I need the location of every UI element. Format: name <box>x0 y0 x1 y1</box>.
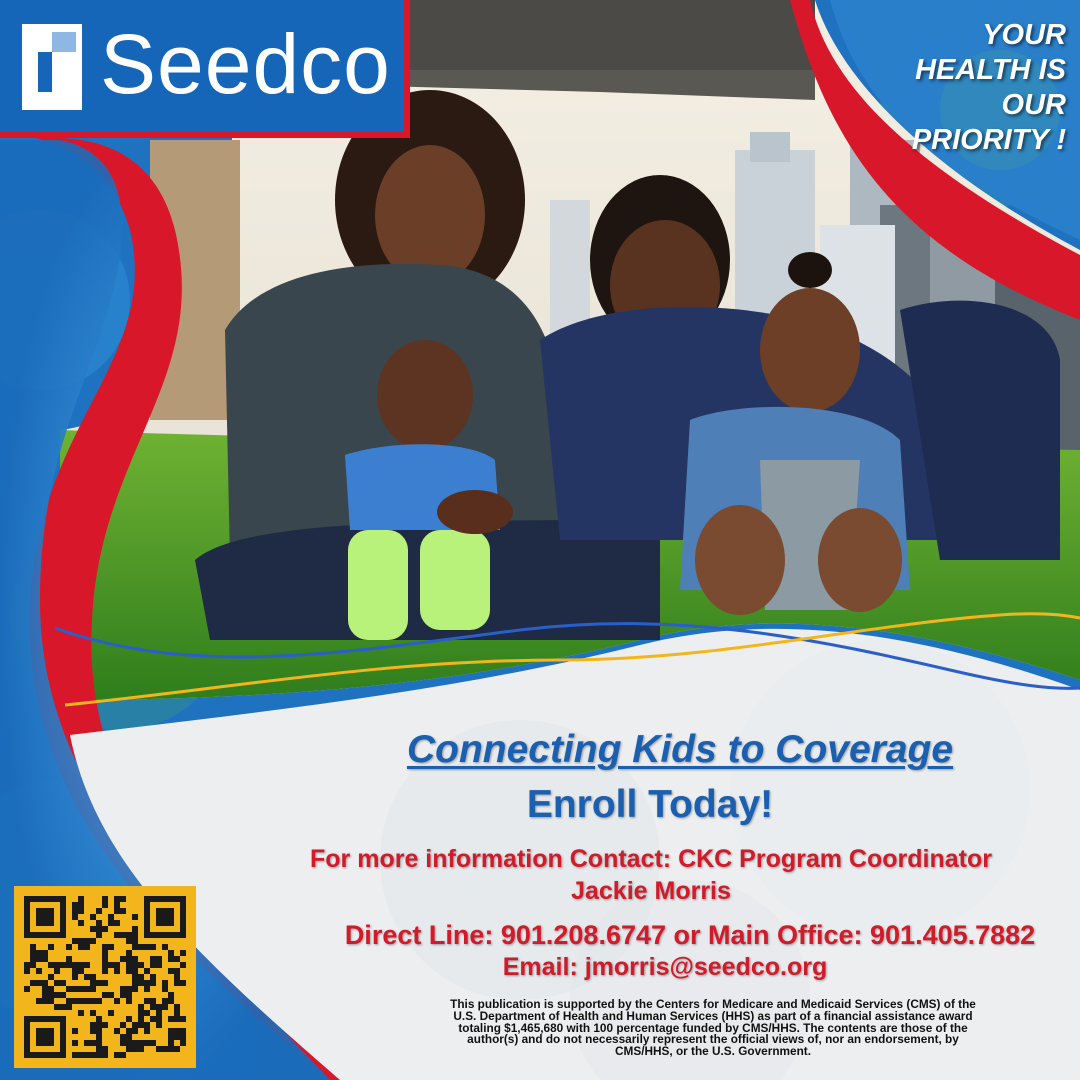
slogan-line: HEALTH IS <box>915 54 1066 86</box>
phone-numbers: Direct Line: 901.208.6747 or Main Office: 901.405.7882 <box>344 920 1036 950</box>
slogan-line: YOUR <box>982 19 1066 51</box>
enroll-call-to-action: Enroll Today! <box>526 783 774 826</box>
headline: Connecting Kids to Coverage <box>406 728 954 771</box>
seedco-logo-icon <box>22 24 82 110</box>
disclaimer-line: This publication is supported by the Centers for Medicare and Medicaid Services (CMS) of the <box>450 997 976 1011</box>
email-address: Email: jmorris@seedco.org <box>502 953 828 981</box>
funding-disclaimer <box>360 999 1066 1058</box>
slogan-line: PRIORITY ! <box>911 124 1066 156</box>
disclaimer-line: U.S. Department of Health and Human Services (HHS) as part of a financial assistance award <box>453 1008 973 1023</box>
qr-code-icon[interactable] <box>14 886 196 1068</box>
slogan <box>912 18 1066 158</box>
contact-name: Jackie Morris <box>571 877 731 905</box>
disclaimer-line: CMS/HHS, or the U.S. Government. <box>615 1044 811 1059</box>
logo-banner <box>0 0 410 138</box>
slogan-line: OUR <box>1001 89 1066 121</box>
logo-text: Seedco <box>100 17 391 111</box>
contact-line: For more information Contact: CKC Program Coordinator <box>310 845 992 873</box>
disclaimer-line: author(s) and do not necessarily represent the official views of, nor an endorsement, by <box>467 1032 959 1047</box>
disclaimer-line: totaling $1,465,680 with 100 percentage funded by CMS/HHS. The contents are those of the <box>458 1020 968 1035</box>
